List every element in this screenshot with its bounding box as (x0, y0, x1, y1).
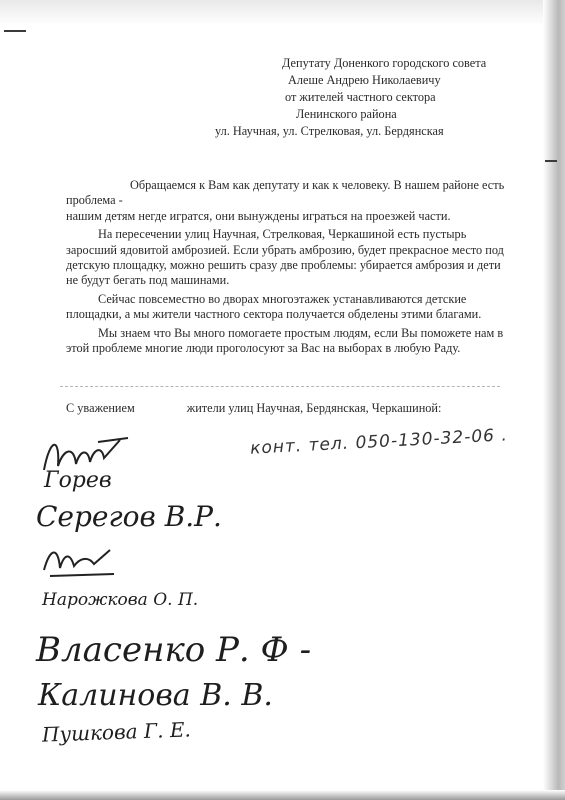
signature-3: Серегов В.Р. (36, 500, 222, 533)
paragraph-1-line-2: проблема - (66, 193, 123, 208)
signature-5: Нарожкова О. П. (42, 590, 199, 610)
paragraph-1-line-1: Обращаемся к Вам как депутату и как к человеку. В нашем районе есть (130, 178, 505, 192)
paragraph-3: Сейчас повсеместно во дворах многоэтажек устанавливаются детские площадки, а мы жители частного сектора получается обделены этими благами. (66, 291, 482, 322)
paragraph-2: На пересечении улиц Научная, Стрелковая, Черкашиной есть пустырь заросший ядовитой амброзией. Если убрать амброзию, будет прекрасное место под детскую площадку, можно решить сразу две проблемы: убирается амброзия и дети не будут бегать под машинами. (66, 227, 504, 288)
streets-line: ул. Научная, ул. Стрелковая, ул. Бердянская (215, 124, 444, 138)
scan-mark (545, 160, 557, 162)
paragraph-1 (66, 178, 506, 224)
signature-4-scribble (40, 540, 120, 580)
addressee-line: Депутату Доненкого городского совета (282, 56, 487, 70)
scan-shadow-bottom (0, 790, 565, 800)
scan-mark (4, 30, 26, 32)
scan-shadow-top (0, 0, 565, 26)
sender-line: от жителей частного сектора (285, 90, 436, 104)
district-line: Ленинского района (296, 107, 397, 121)
paragraph-4: Мы знаем что Вы много помогаете простым людям, если Вы поможете нам в этой проблеме многие люди проголосуют за Вас на выборах в любую Раду. (66, 325, 504, 356)
signature-8: Пушкова Г. Е. (41, 717, 192, 747)
closing-residents: жители улиц Научная, Бердянская, Черкашиной: (186, 401, 442, 415)
divider (60, 386, 500, 387)
signature-6: Власенко Р. Ф - (36, 630, 312, 670)
paragraph-1-line-3: нашим детям негде игратся, они вынуждены играться на проезжей части. (66, 208, 451, 223)
scan-shadow-right (543, 0, 565, 800)
addressee-name: Алеше Андрею Николаевичу (288, 73, 441, 87)
signature-2: Горев (44, 468, 112, 493)
contact-phone-handwritten: конт. тел. 050-130-32-06 . (249, 425, 509, 459)
closing-line (66, 401, 441, 416)
signature-7: Калинова В. В. (38, 678, 273, 713)
closing-greeting: С уважением (66, 401, 135, 415)
signature-4 (40, 540, 120, 580)
letter-body (66, 178, 506, 359)
